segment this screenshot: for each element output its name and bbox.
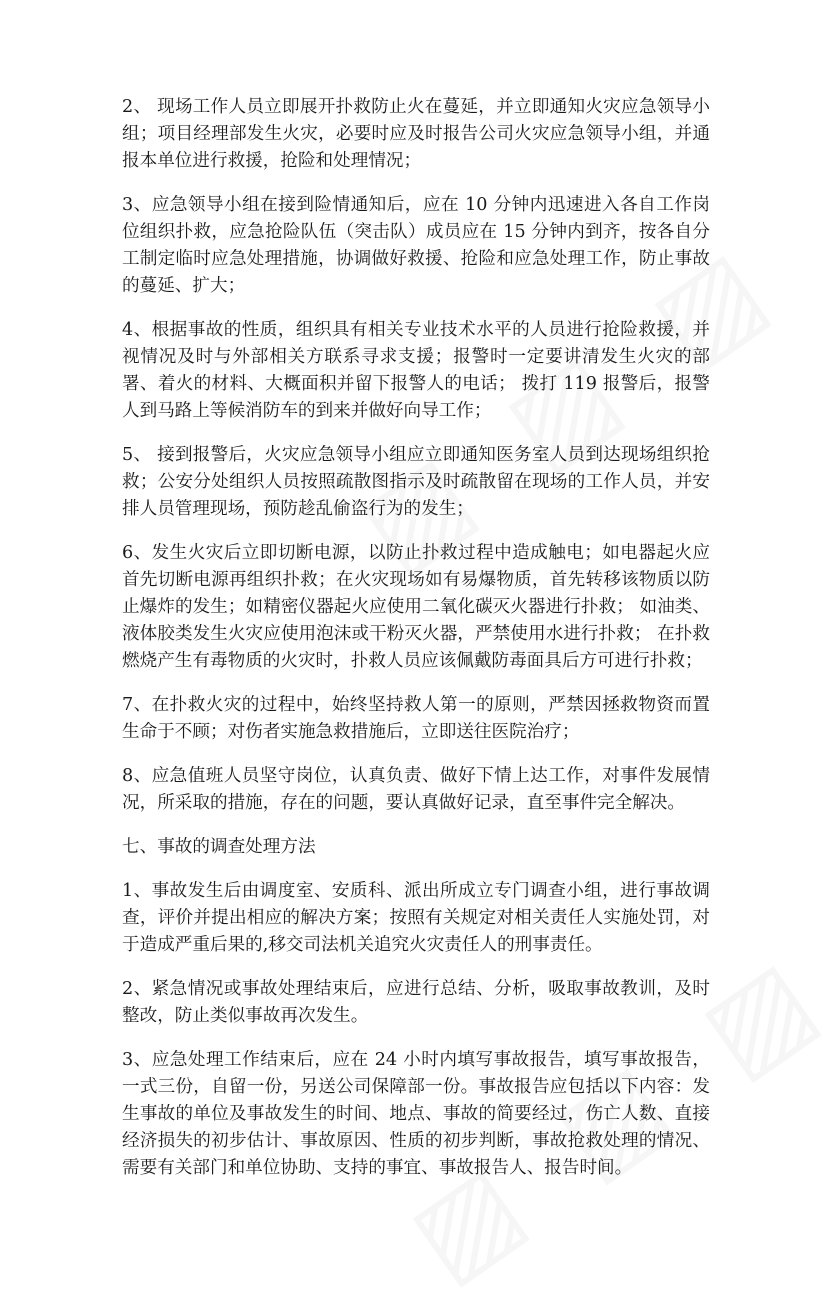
document-page xyxy=(122,94,710,1199)
paragraph-item-4: 4、根据事故的性质，组织具有相关专业技术水平的人员进行抢险救援，并视情况及时与外部相关方联系寻求支援；报警时一定要讲清发生火灾的部署、着火的材料、大概面积并留下报警人的电话； 拨打 119 报警后，报警人到马路上等候消防车的到来并做好向导工作； xyxy=(122,320,710,421)
section-heading: 七、事故的调查处理方法 xyxy=(122,837,316,857)
paragraph-item-3: 3、应急领导小组在接到险情通知后，应在 10 分钟内迅速进入各自工作岗位组织扑救，应急抢险队伍（突击队）成员应在 15 分钟内到齐，按各自分工制定临时应急处理措施，协调做好救援、抢险和应急处理工作，防止事故的蔓延、扩大； xyxy=(122,195,710,296)
paragraph-item-8: 8、应急值班人员坚守岗位，认真负责、做好下情上达工作，对事件发展情况，所采取的措施，存在的问题，要认真做好记录，直至事件完全解决。 xyxy=(122,766,710,813)
section-paragraph-2: 2、紧急情况或事故处理结束后，应进行总结、分析，吸取事故教训，及时整改，防止类似事故再次发生。 xyxy=(122,979,710,1026)
paragraph-item-5: 5、 接到报警后，火灾应急领导小组应立即通知医务室人员到达现场组织抢救；公安分处组织人员按照疏散图指示及时疏散留在现场的工作人员，并安排人员管理现场，预防趁乱偷盗行为的发生； xyxy=(122,445,710,519)
paragraph-item-7: 7、在扑救火灾的过程中，始终坚持救人第一的原则，严禁因拯救物资而置生命于不顾；对伤者实施急救措施后，立即送往医院治疗； xyxy=(122,695,710,742)
paragraph-item-6: 6、发生火灾后立即切断电源，以防止扑救过程中造成触电；如电器起火应首先切断电源再组织扑救；在火灾现场如有易爆物质，首先转移该物质以防止爆炸的发生；如精密仪器起火应使用二氧化碳灭火器进行扑救； 如油类、液体胶类发生火灾应使用泡沫或干粉灭火器，严禁使用水进行扑救； 在扑救燃烧产生有毒物质的火灾时，扑救人员应该佩戴防毒面具后方可进行扑救； xyxy=(122,543,710,671)
section-paragraph-1: 1、事故发生后由调度室、安质科、派出所成立专门调查小组，进行事故调查，评价并提出相应的解决方案；按照有关规定对相关责任人实施处罚，对于造成严重后果的,移交司法机关追究火灾责任人的刑事责任。 xyxy=(122,881,710,955)
paragraph-item-2: 2、 现场工作人员立即展开扑救防止火在蔓延，并立即通知火灾应急领导小组；项目经理部发生火灾，必要时应及时报告公司火灾应急领导小组，并通报本单位进行救援，抢险和处理情况； xyxy=(122,97,710,171)
section-paragraph-3: 3、应急处理工作结束后，应在 24 小时内填写事故报告，填写事故报告，一式三份，自留一份，另送公司保障部一份。事故报告应包括以下内容：发生事故的单位及事故发生的时间、地点、事故的简要经过，伤亡人数、直接经济损失的初步估计、事故原因、性质的初步判断，事故抢救处理的情况、需要有关部门和单位协助、支持的事宜、事故报告人、报告时间。 xyxy=(122,1050,710,1178)
